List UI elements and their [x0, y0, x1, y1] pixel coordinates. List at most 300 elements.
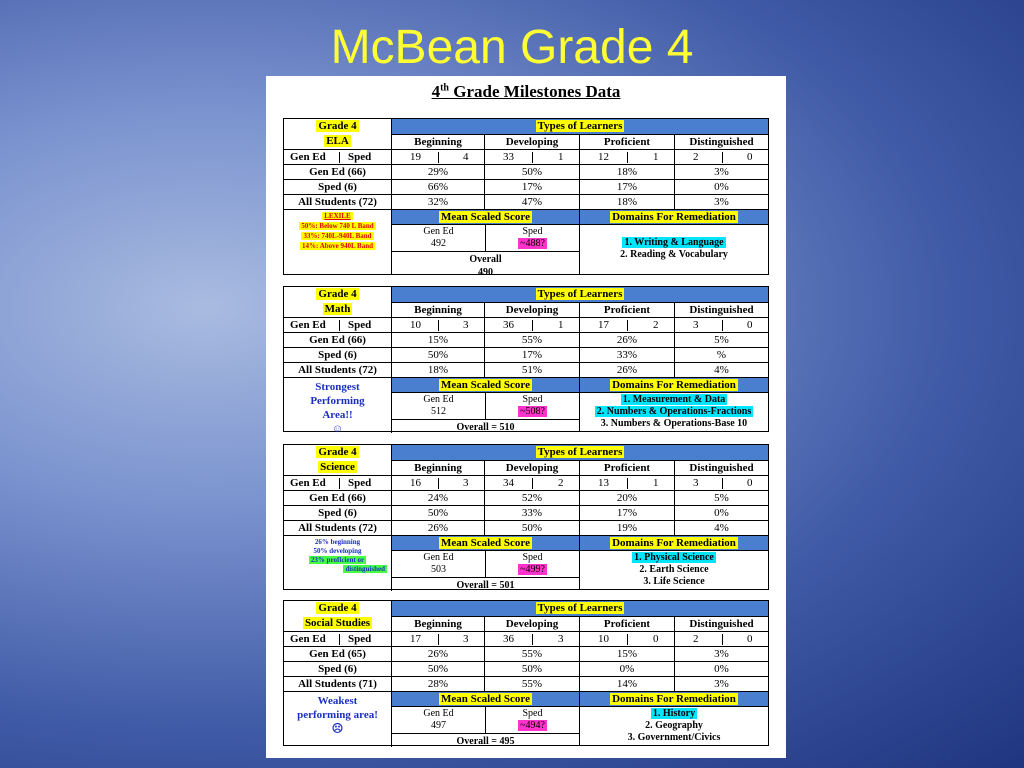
gen-ed-label: Gen Ed [290, 319, 326, 331]
gen-ed-score-cell [391, 224, 485, 251]
divider [339, 634, 340, 645]
subject-line2-text: Science [320, 461, 355, 473]
row-label: Gen Ed (66) [284, 490, 391, 505]
level-header-developing: Developing [484, 616, 579, 631]
gen-ed-label: Gen Ed [290, 151, 326, 163]
sped-count: 1 [558, 319, 564, 331]
row-label: Sped (6) [284, 505, 391, 520]
sped-count: 0 [747, 477, 753, 489]
notes-area [284, 691, 391, 745]
notes-area [284, 377, 391, 435]
level-header-beginning: Beginning [391, 616, 484, 631]
subject-block [283, 286, 769, 435]
domain-item [580, 237, 768, 249]
performance-note: Area!! [322, 409, 353, 421]
sped-score-cell [485, 224, 579, 251]
percent-cell: 3% [674, 646, 768, 661]
sped-score-cell [485, 550, 579, 577]
percent-cell: 47% [484, 194, 579, 209]
divider [438, 152, 439, 163]
percent-cell: 26% [391, 646, 484, 661]
title-number: 4 [431, 82, 441, 101]
overall-value: 490 [478, 267, 493, 274]
domains-list [579, 224, 768, 274]
sped-score-value [486, 720, 579, 732]
domains-header [579, 691, 768, 706]
divider [627, 320, 628, 331]
percent-cell: 50% [391, 505, 484, 520]
sped-label: Sped [348, 319, 372, 331]
gen-ed-count: 10 [598, 633, 609, 645]
notes-area [284, 535, 391, 589]
divider [722, 320, 723, 331]
domains-header-text: Domains For Remediation [612, 379, 736, 391]
subject-line2-text: Social Studies [304, 617, 371, 629]
title-text: Grade Milestones Data [449, 82, 621, 101]
percent-cell: 51% [484, 362, 579, 377]
gen-ed-count: 17 [410, 633, 421, 645]
sped-score-label: Sped [522, 226, 543, 237]
types-of-learners-header [391, 445, 768, 460]
gen-ed-count: 3 [693, 477, 699, 489]
domain-item [580, 418, 768, 430]
domain-item-text: 1. History [652, 708, 696, 719]
mean-scaled-score-header [391, 535, 579, 550]
sped-count: 0 [653, 633, 659, 645]
sped-count: 1 [653, 151, 659, 163]
gen-ed-score-label: Gen Ed [423, 552, 454, 563]
percent-cell: 0% [579, 661, 674, 676]
gen-ed-score-cell [391, 392, 485, 419]
mean-scaled-score-text: Mean Scaled Score [440, 379, 530, 391]
sped-label: Sped [348, 151, 372, 163]
divider [339, 320, 340, 331]
domain-item [580, 406, 768, 418]
gen-ed-score-value: 512 [431, 406, 446, 417]
percent-cell: 26% [579, 332, 674, 347]
mean-scaled-score-text: Mean Scaled Score [440, 693, 530, 705]
sped-score-cell [485, 392, 579, 419]
sped-label: Sped [348, 633, 372, 645]
percent-cell: 18% [579, 194, 674, 209]
types-of-learners-header [391, 119, 768, 134]
divider [722, 634, 723, 645]
science-note-text: 50% developing [313, 547, 362, 555]
percent-cell: 17% [579, 179, 674, 194]
domains-header-text: Domains For Remediation [612, 537, 736, 549]
divider [438, 478, 439, 489]
lexile-note [284, 242, 391, 251]
domains-header [579, 209, 768, 224]
count-cell [579, 149, 674, 164]
types-of-learners-text: Types of Learners [537, 446, 623, 458]
sped-count: 2 [653, 319, 659, 331]
level-header-proficient: Proficient [579, 134, 674, 149]
domain-item-text: 2. Reading & Vocabulary [620, 249, 728, 260]
gen-ed-label: Gen Ed [290, 633, 326, 645]
domain-item [580, 552, 768, 564]
percent-cell: 18% [579, 164, 674, 179]
percent-cell: 50% [484, 520, 579, 535]
subject-line1-text: Grade 4 [318, 120, 357, 132]
percent-cell: 15% [391, 332, 484, 347]
subject-label [284, 445, 391, 475]
domains-header-text: Domains For Remediation [612, 693, 736, 705]
gen-ed-count: 36 [503, 319, 514, 331]
science-note-text: 23% proficient or [310, 556, 365, 564]
row-label: Gen Ed (66) [284, 332, 391, 347]
lexile-note-text: 50%: Below 740 L Band [301, 222, 374, 230]
gen-ed-count: 34 [503, 477, 514, 489]
percent-cell: 4% [674, 362, 768, 377]
subject-label [284, 601, 391, 631]
science-note [284, 538, 391, 547]
slide-title: McBean Grade 4 [330, 21, 694, 74]
lexile-note [284, 222, 391, 231]
percent-cell: 18% [391, 362, 484, 377]
sped-score-text: ~508? [520, 406, 545, 417]
row-label: Gen Ed (65) [284, 646, 391, 661]
percent-cell: 14% [579, 676, 674, 691]
divider [532, 152, 533, 163]
sped-count: 3 [463, 319, 469, 331]
lexile-note [284, 212, 391, 221]
count-cell [579, 317, 674, 332]
performance-note: ☺ [331, 423, 344, 435]
domain-item-text: 2. Earth Science [639, 564, 709, 575]
types-of-learners-text: Types of Learners [537, 120, 623, 132]
subject-line1-text: Grade 4 [318, 288, 357, 300]
subject-line2 [284, 460, 391, 475]
percent-cell: 3% [674, 676, 768, 691]
gen-ed-sped-label [284, 317, 391, 332]
count-cell [579, 475, 674, 490]
domain-item-text: 3. Government/Civics [627, 732, 721, 743]
divider [532, 320, 533, 331]
performance-note: Performing [310, 395, 365, 407]
gen-ed-score-label: Gen Ed [423, 394, 454, 405]
sped-score-text: ~488? [520, 238, 545, 249]
sped-count: 0 [747, 319, 753, 331]
domains-list [579, 392, 768, 431]
domain-item [580, 249, 768, 261]
sped-score-label: Sped [522, 394, 543, 405]
percent-cell: 26% [391, 520, 484, 535]
gen-ed-count: 17 [598, 319, 609, 331]
percent-cell: 50% [484, 661, 579, 676]
percent-cell: 26% [579, 362, 674, 377]
sped-score-label: Sped [522, 552, 543, 563]
domain-item-text: 3. Life Science [643, 576, 705, 587]
gen-ed-count: 19 [410, 151, 421, 163]
level-header-developing: Developing [484, 460, 579, 475]
level-header-beginning: Beginning [391, 302, 484, 317]
science-note [284, 565, 391, 574]
mean-scaled-score-header [391, 377, 579, 392]
mean-scaled-score-header [391, 691, 579, 706]
count-cell [484, 475, 579, 490]
gen-ed-count: 10 [410, 319, 421, 331]
lexile-note-text: 14%: Above 940L Band [302, 242, 373, 250]
row-label: All Students (71) [284, 676, 391, 691]
sped-count: 3 [558, 633, 564, 645]
science-note-text: distinguished [345, 565, 385, 573]
gen-ed-count: 2 [693, 633, 699, 645]
count-cell [484, 631, 579, 646]
percent-cell: 55% [484, 332, 579, 347]
domain-item [580, 732, 768, 744]
types-of-learners-header [391, 287, 768, 302]
sped-count: 3 [463, 477, 469, 489]
gen-ed-sped-label [284, 631, 391, 646]
count-cell [674, 475, 768, 490]
count-cell [391, 317, 484, 332]
percent-cell: 50% [391, 347, 484, 362]
percent-cell: 33% [484, 505, 579, 520]
divider [339, 478, 340, 489]
percent-cell: 5% [674, 332, 768, 347]
divider [438, 320, 439, 331]
subject-line1 [284, 119, 391, 134]
title-superscript: th [440, 82, 449, 94]
row-label: Gen Ed (66) [284, 164, 391, 179]
percent-cell: 24% [391, 490, 484, 505]
sped-score-cell [485, 706, 579, 733]
document-title [266, 82, 786, 102]
row-label: Sped (6) [284, 347, 391, 362]
subject-line1 [284, 287, 391, 302]
gen-ed-count: 3 [693, 319, 699, 331]
sped-count: 1 [653, 477, 659, 489]
sped-score-value [486, 406, 579, 418]
percent-cell: 33% [579, 347, 674, 362]
overall-cell [391, 419, 579, 433]
gen-ed-score-label: Gen Ed [423, 226, 454, 237]
overall-text: Overall = 495 [456, 736, 515, 747]
percent-cell: 66% [391, 179, 484, 194]
level-header-proficient: Proficient [579, 460, 674, 475]
science-note-text: 26% beginning [314, 538, 361, 546]
percent-cell: 32% [391, 194, 484, 209]
gen-ed-sped-label [284, 475, 391, 490]
level-header-distinguished: Distinguished [674, 134, 768, 149]
level-header-distinguished: Distinguished [674, 616, 768, 631]
subject-line1-text: Grade 4 [318, 602, 357, 614]
overall-text: Overall = 510 [456, 422, 515, 433]
subject-line2-text: Math [324, 303, 351, 315]
subject-label [284, 119, 391, 149]
gen-ed-score-label: Gen Ed [423, 708, 454, 719]
divider [339, 152, 340, 163]
count-cell [579, 631, 674, 646]
percent-cell: 0% [674, 505, 768, 520]
percent-cell: 0% [674, 661, 768, 676]
overall-cell [391, 733, 579, 747]
sped-score-text: ~494? [520, 720, 545, 731]
sped-score-label: Sped [522, 708, 543, 719]
divider [627, 634, 628, 645]
gen-ed-score-value: 503 [431, 564, 446, 575]
percent-cell: 50% [391, 661, 484, 676]
percent-cell: 17% [484, 347, 579, 362]
sped-count: 1 [558, 151, 564, 163]
gen-ed-score-value: 492 [431, 238, 446, 249]
divider [627, 152, 628, 163]
percent-cell: 5% [674, 490, 768, 505]
row-label: All Students (72) [284, 194, 391, 209]
sped-score-text: ~499? [520, 564, 545, 575]
percent-cell: 20% [579, 490, 674, 505]
percent-cell: 3% [674, 164, 768, 179]
level-header-distinguished: Distinguished [674, 302, 768, 317]
types-of-learners-header [391, 601, 768, 616]
sped-score-value [486, 564, 579, 576]
row-label: All Students (72) [284, 362, 391, 377]
sped-label: Sped [348, 477, 372, 489]
mean-scaled-score-header [391, 209, 579, 224]
notes-area [284, 209, 391, 274]
domain-item [580, 394, 768, 406]
percent-cell: 29% [391, 164, 484, 179]
gen-ed-sped-label [284, 149, 391, 164]
percent-cell: % [674, 347, 768, 362]
domain-item [580, 708, 768, 720]
percent-cell: 50% [484, 164, 579, 179]
gen-ed-count: 16 [410, 477, 421, 489]
overall-label: Overall [469, 254, 502, 265]
domains-header-text: Domains For Remediation [612, 211, 736, 223]
performance-note: Strongest [315, 381, 360, 393]
lexile-note-text: 33%: 740L-940L Band [303, 232, 372, 240]
percent-cell: 0% [674, 179, 768, 194]
percent-cell: 52% [484, 490, 579, 505]
subject-label [284, 287, 391, 317]
domains-header [579, 377, 768, 392]
types-of-learners-text: Types of Learners [537, 602, 623, 614]
domains-list [579, 550, 768, 589]
level-header-developing: Developing [484, 302, 579, 317]
overall-text: Overall = 501 [456, 580, 515, 591]
subject-line2 [284, 302, 391, 317]
sped-count: 4 [463, 151, 469, 163]
mean-scaled-score-text: Mean Scaled Score [440, 211, 530, 223]
count-cell [674, 631, 768, 646]
percent-cell: 3% [674, 194, 768, 209]
percent-cell: 4% [674, 520, 768, 535]
row-label: Sped (6) [284, 179, 391, 194]
sped-score-value [486, 238, 579, 250]
types-of-learners-text: Types of Learners [537, 288, 623, 300]
percent-cell: 17% [484, 179, 579, 194]
domain-item [580, 720, 768, 732]
subject-line1 [284, 601, 391, 616]
performance-note: Weakest [317, 695, 358, 707]
count-cell [484, 149, 579, 164]
domain-item-text: 2. Numbers & Operations-Fractions [596, 406, 752, 417]
gen-ed-count: 12 [598, 151, 609, 163]
level-header-proficient: Proficient [579, 616, 674, 631]
count-cell [484, 317, 579, 332]
sped-count: 2 [558, 477, 564, 489]
divider [722, 152, 723, 163]
science-note [284, 547, 391, 556]
gen-ed-count: 36 [503, 633, 514, 645]
performance-note: ☹ [331, 723, 344, 735]
sped-count: 0 [747, 151, 753, 163]
gen-ed-label: Gen Ed [290, 477, 326, 489]
percent-cell: 17% [579, 505, 674, 520]
sped-count: 0 [747, 633, 753, 645]
overall-cell [391, 577, 579, 591]
count-cell [674, 317, 768, 332]
milestones-document [266, 76, 786, 758]
overall-cell [391, 251, 579, 274]
domain-item-text: 1. Measurement & Data [622, 394, 726, 405]
gen-ed-count: 33 [503, 151, 514, 163]
sped-count: 3 [463, 633, 469, 645]
gen-ed-score-value: 497 [431, 720, 446, 731]
gen-ed-score-cell [391, 550, 485, 577]
subject-block [283, 600, 769, 746]
subject-line1 [284, 445, 391, 460]
domain-item-text: 1. Writing & Language [624, 237, 724, 248]
level-header-distinguished: Distinguished [674, 460, 768, 475]
row-label: Sped (6) [284, 661, 391, 676]
divider [627, 478, 628, 489]
lexile-note-text: LEXILE [324, 212, 351, 220]
performance-note: performing area! [297, 709, 378, 721]
divider [532, 634, 533, 645]
level-header-beginning: Beginning [391, 134, 484, 149]
divider [722, 478, 723, 489]
percent-cell: 19% [579, 520, 674, 535]
subject-line1-text: Grade 4 [318, 446, 357, 458]
percent-cell: 55% [484, 676, 579, 691]
domain-item [580, 564, 768, 576]
domain-item [580, 576, 768, 588]
level-header-proficient: Proficient [579, 302, 674, 317]
science-note [284, 556, 391, 565]
level-header-beginning: Beginning [391, 460, 484, 475]
percent-cell: 55% [484, 646, 579, 661]
subject-block [283, 444, 769, 590]
domains-header [579, 535, 768, 550]
domain-item-text: 2. Geography [645, 720, 703, 731]
divider [438, 634, 439, 645]
subject-line2 [284, 134, 391, 149]
gen-ed-count: 13 [598, 477, 609, 489]
subject-line2 [284, 616, 391, 631]
percent-cell: 28% [391, 676, 484, 691]
divider [532, 478, 533, 489]
percent-cell: 15% [579, 646, 674, 661]
mean-scaled-score-text: Mean Scaled Score [440, 537, 530, 549]
gen-ed-score-cell [391, 706, 485, 733]
count-cell [391, 149, 484, 164]
count-cell [391, 631, 484, 646]
row-label: All Students (72) [284, 520, 391, 535]
lexile-note [284, 232, 391, 241]
subject-line2-text: ELA [326, 135, 349, 147]
count-cell [391, 475, 484, 490]
subject-block [283, 118, 769, 275]
count-cell [674, 149, 768, 164]
gen-ed-count: 2 [693, 151, 699, 163]
domains-list [579, 706, 768, 745]
domain-item-text: 1. Physical Science [634, 552, 714, 563]
level-header-developing: Developing [484, 134, 579, 149]
domain-item-text: 3. Numbers & Operations-Base 10 [600, 418, 748, 429]
